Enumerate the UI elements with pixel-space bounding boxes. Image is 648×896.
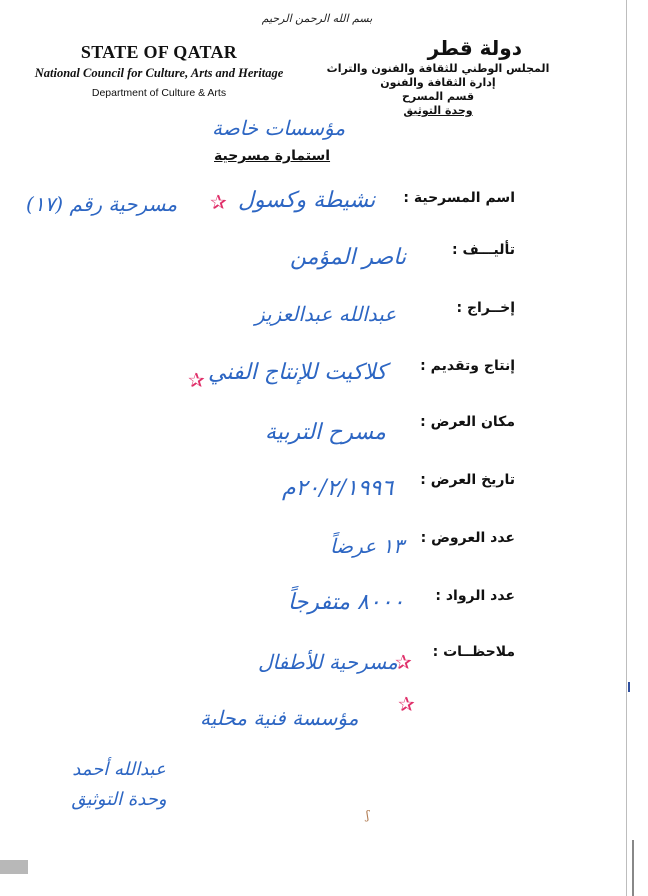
label-author: تأليـــف : [452, 242, 515, 258]
value-play-name: نشيطة وكسول [238, 188, 376, 213]
header-arabic [318, 36, 558, 118]
signature-name: عبدالله أحمد [72, 759, 166, 780]
label-venue: مكان العرض : [420, 414, 515, 430]
signature [54, 755, 184, 815]
ink-mark: ʃ [366, 808, 370, 822]
state-title-en: STATE OF QATAR [80, 42, 238, 62]
label-notes: ملاحظــات : [432, 644, 515, 660]
label-play-name: اسم المسرحية : [403, 190, 515, 206]
label-date: تاريخ العرض : [420, 472, 515, 488]
category-handwritten: مؤسسات خاصة [212, 116, 346, 140]
header-english [14, 42, 304, 99]
value-director: عبدالله عبدالعزيز [255, 302, 397, 326]
council-name-en: National Council for Culture, Arts and Heritage [34, 66, 284, 80]
unit-ar: وحدة التوثيق [403, 104, 473, 117]
council-name-ar: المجلس الوطني للثقافة والفنون والتراث [326, 62, 550, 75]
department-ar: إدارة الثقافة والفنون [380, 76, 496, 89]
label-director: إخــراج : [456, 300, 515, 316]
form-title: استمارة مسرحية [214, 148, 331, 164]
label-shows-count: عدد العروض : [420, 530, 515, 546]
value-notes: مسرحية للأطفال [258, 650, 398, 674]
value-date: ٢٠/٢/١٩٩٦م [282, 476, 394, 501]
value-author: ناصر المؤمن [290, 245, 407, 270]
basmala: بسم الله الرحمن الرحيم [261, 12, 373, 25]
signature-unit: وحدة التوثيق [71, 789, 167, 810]
value-play-number: مسرحية رقم (١٧) [26, 192, 178, 216]
value-venue: مسرح التربية [265, 420, 386, 445]
state-title-ar: دولة قطر [427, 36, 522, 60]
value-production: كلاكيت للإنتاج الفني [208, 360, 387, 385]
star-mark-icon: ✰ [395, 650, 412, 674]
value-audience: ٨٠٠٠ متفرجاً [288, 590, 405, 615]
section-ar: قسم المسرح [401, 90, 475, 103]
scan-mark [0, 860, 28, 874]
value-shows-count: ١٣ عرضاً [330, 534, 404, 558]
page-edge [626, 0, 627, 896]
department-en: Department of Culture & Arts [91, 87, 227, 99]
scan-mark-blue [628, 682, 630, 692]
star-mark-icon: ✰ [210, 190, 227, 214]
star-mark-icon: ✰ [398, 692, 415, 716]
scan-edge [632, 840, 634, 896]
star-mark-icon: ✰ [188, 368, 205, 392]
value-notes-2: مؤسسة فنية محلية [200, 706, 359, 730]
label-production: إنتاج وتقديم : [420, 358, 515, 374]
label-audience: عدد الرواد : [435, 588, 515, 604]
